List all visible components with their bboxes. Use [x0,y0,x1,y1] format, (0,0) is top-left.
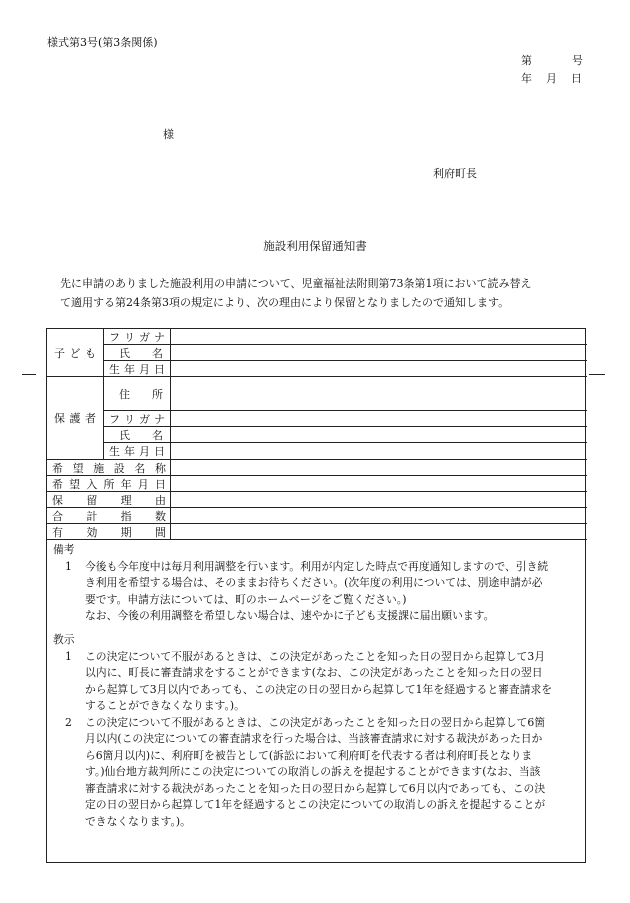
item-number: 1 [65,559,72,573]
date-year: 年 [521,72,532,85]
total-index-label: 合 計 指 数 [52,509,166,523]
instructions-section [53,632,581,830]
instructions-line: できなくなります。)。 [85,814,191,828]
row-divider [103,360,587,361]
number-prefix: 第 [521,54,532,67]
remarks-line: き利用を希望する場合は、そのままお待ちください。(次年度の利用については、別途申請が必 [85,576,543,589]
guardian-furigana-label: フ リ ガ ナ [109,412,165,426]
form-number: 様式第3号(第3条関係) [47,36,158,49]
instructions-line: 審査請求に対する裁決があったことを知った日の翌日から起算して6月以内であっても、この決 [85,781,546,795]
instructions-line: す。)仙台地方裁判所にこの決定についての取消しの訴えを提起することができます(なお、当該 [85,765,541,778]
instructions-line: 月以内(この決定についての審査請求を行った場合は、当該審査請求に対する裁決があった日か [85,732,543,745]
instructions-line: することができなくなります。)。 [85,699,245,712]
guardian-group-label: 保 護 者 [54,412,96,425]
column-divider [170,329,171,539]
fold-mark-right [589,374,605,375]
document-title: 施設利用保留通知書 [263,239,367,253]
desired-facility-label: 希 望 施 設 名 称 [52,461,166,475]
notice-table [46,328,586,863]
remarks-section [53,542,581,625]
remarks-line: 要です。申請方法については、町のホームページをご覧ください。) [85,592,407,606]
number-suffix: 号 [572,54,583,67]
item-number: 2 [65,715,72,729]
intro-line: て適用する第24条第3項の規定により、次の理由により保留となりましたので通知します。 [60,296,510,309]
row-divider [103,442,587,443]
child-birthdate-label: 生 年 月 日 [109,362,165,376]
child-name-label: 氏 名 [119,346,163,360]
remarks-line: 今後も今年度中は毎月利用調整を行います。利用が内定した時点で再度通知しますので、引き続 [85,559,549,573]
row-divider [103,426,587,427]
desired-entry-date-label: 希 望 入 所 年 月 日 [52,477,166,491]
document-number-line [521,52,583,68]
guardian-birthdate-label: 生 年 月 日 [109,445,165,458]
fold-mark-left [22,374,36,375]
guardian-address-label: 住 所 [119,387,163,401]
column-divider [103,329,104,459]
date-line [521,70,582,86]
child-group-label: 子 ど も [54,346,96,360]
intro-line: 先に申請のありました施設利用の申請について、児童福祉法附則第73条第1項において読み替え [60,277,532,290]
remarks-heading: 備考 [53,543,75,556]
instructions-line: 定の日の翌日から起算して1年を経過するとこの決定についての取消しの訴えを提起することが [85,798,546,811]
instructions-item [53,649,581,715]
date-day: 日 [571,72,582,85]
deferral-reason-label: 保 留 理 由 [52,493,166,507]
validity-period-label: 有 効 期 間 [52,525,166,539]
instructions-line: 以内に、町長に審査請求をすることができます(なお、この決定があったことを知った日の翌日 [85,666,543,679]
row-divider [103,410,587,411]
date-month: 月 [546,72,557,85]
remarks-item [53,559,581,625]
intro-paragraph [60,274,580,312]
instructions-line: ら6箇月以内)に、利府町を被告として(訴訟において利府町を代表する者は利府町長となりま [85,748,533,762]
remarks-line: なお、今後の利用調整を希望しない場合は、速やかに子ども支援課に届出願います。 [85,609,495,622]
instructions-item [53,715,581,831]
guardian-name-label: 氏 名 [119,428,163,442]
item-number: 1 [65,649,72,663]
row-divider [103,344,587,345]
recipient-honorific: 様 [163,128,174,141]
instructions-line: から起算して3月以内であっても、この決定の日の翌日から起算して1年を経過すると審査請求を [85,682,553,696]
sender-name: 利府町長 [433,167,477,180]
instructions-heading: 教示 [53,633,75,646]
child-furigana-label: フ リ ガ ナ [109,330,165,344]
instructions-line: この決定について不服があるときは、この決定があったことを知った日の翌日から起算して3月 [85,649,546,663]
instructions-line: この決定について不服があるときは、この決定があったことを知った日の翌日から起算して6箇 [85,715,546,729]
